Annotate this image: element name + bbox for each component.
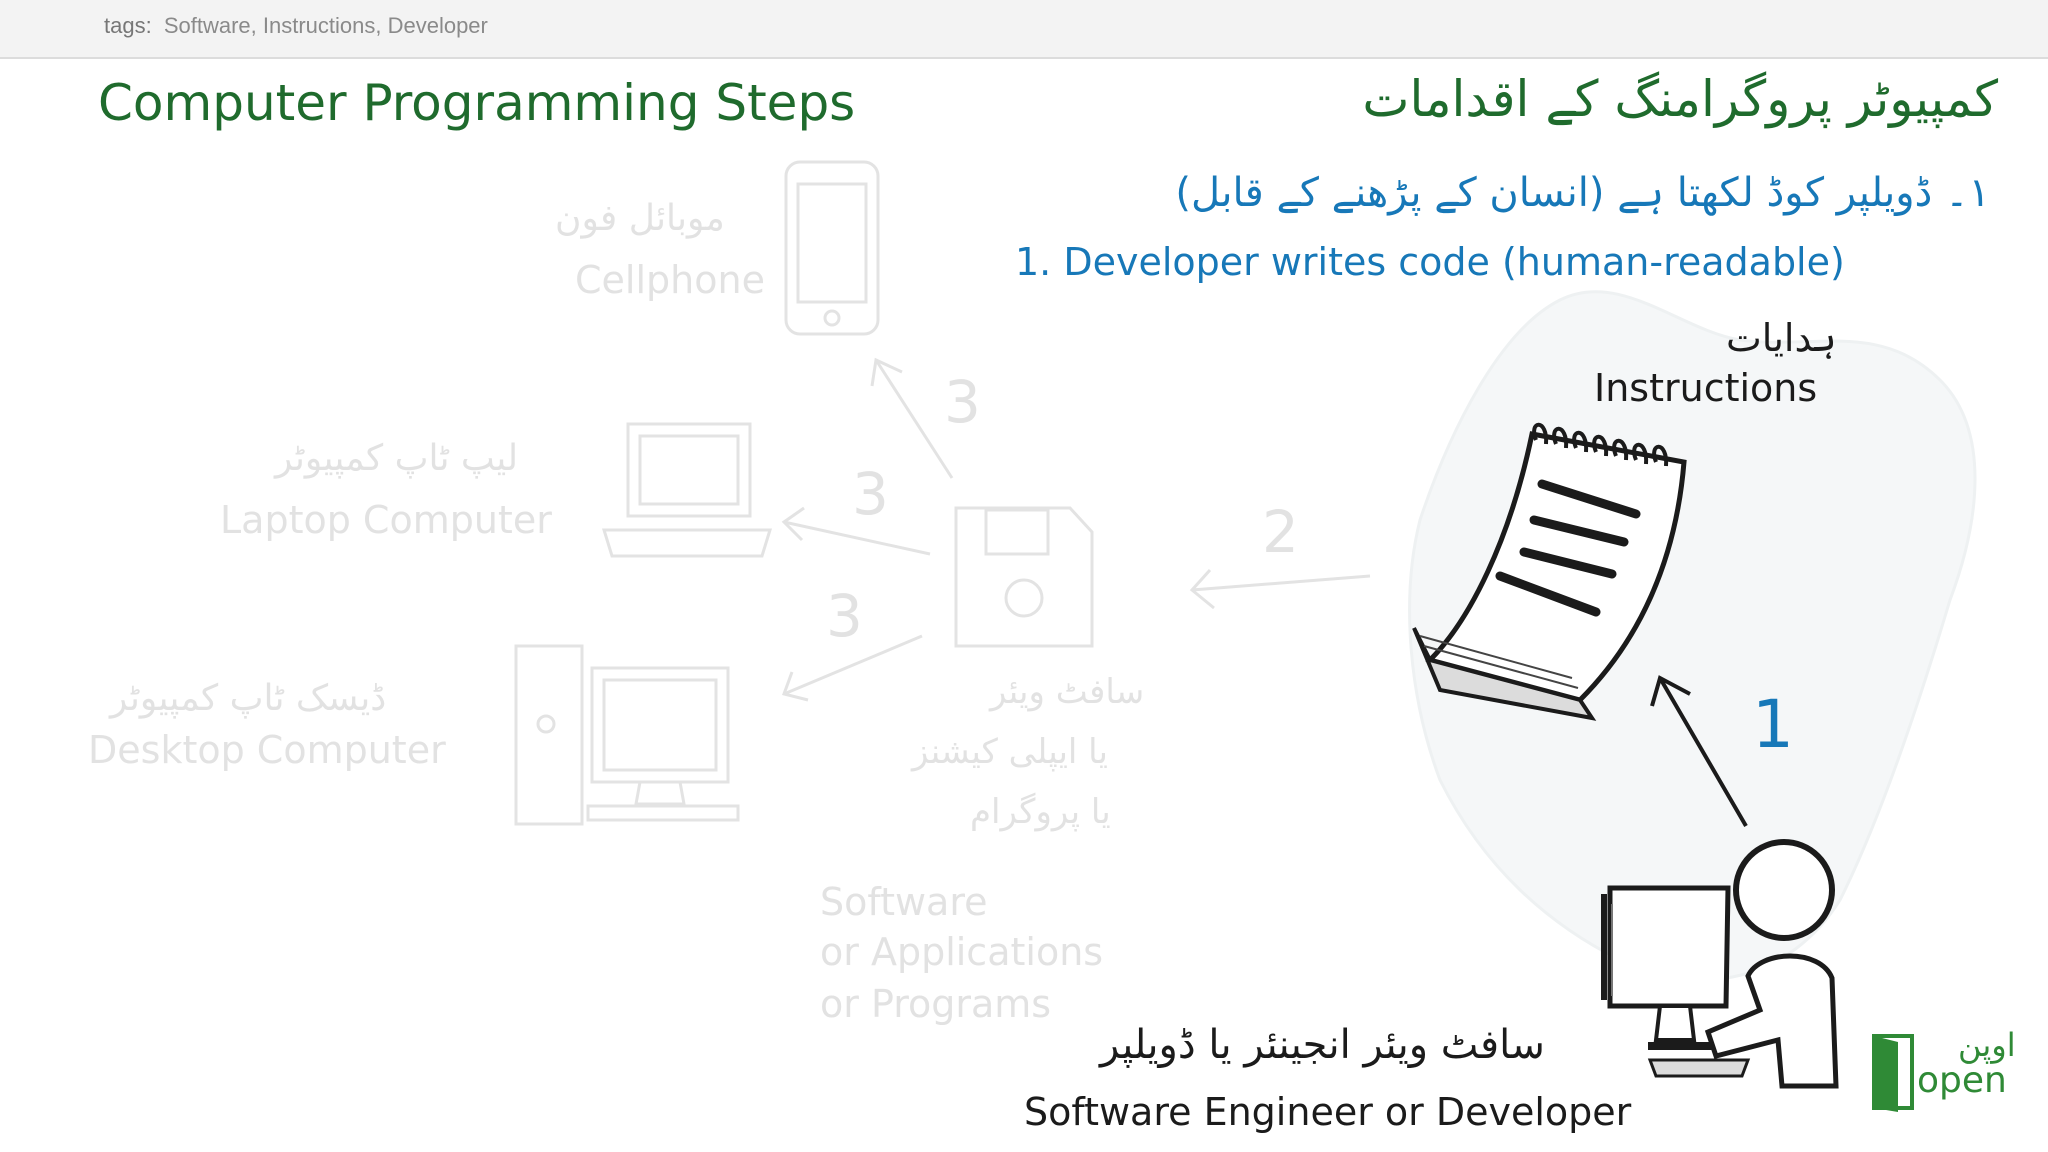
bg-laptop-english: Laptop Computer xyxy=(220,498,552,542)
bg-desktop-english: Desktop Computer xyxy=(88,728,446,772)
bg-step-2: 2 xyxy=(1262,498,1299,566)
bg-software-urdu-1: سافٹ ویئر xyxy=(990,672,1145,712)
open-logo-icon xyxy=(1874,1036,1912,1112)
faded-floppy-disk-icon xyxy=(956,508,1092,646)
bg-software-english-3: or Programs xyxy=(820,982,1052,1026)
bg-step-3-b: 3 xyxy=(852,460,889,528)
bg-cellphone-english: Cellphone xyxy=(575,258,765,302)
bg-software-urdu-2: یا ایپلی کیشنز xyxy=(912,732,1108,772)
bg-software-english-2: or Applications xyxy=(820,930,1104,974)
bg-laptop-urdu: لیپ ٹاپ کمپیوٹر xyxy=(275,438,519,479)
faded-cellphone-icon xyxy=(786,162,878,334)
bg-software-urdu-3: یا پروگرام xyxy=(970,792,1111,832)
bg-cellphone-urdu: موبائل فون xyxy=(555,198,725,239)
bg-desktop-urdu: ڈیسک ٹاپ کمپیوٹر xyxy=(110,678,387,719)
faded-desktop-icon xyxy=(516,646,738,824)
developer-english: Software Engineer or Developer xyxy=(1024,1090,1632,1134)
bg-step-3-c: 3 xyxy=(826,582,863,650)
step-number-1: 1 xyxy=(1752,686,1794,763)
bg-step-3-a: 3 xyxy=(944,368,981,436)
faded-arrows xyxy=(784,360,1370,700)
faded-laptop-icon xyxy=(604,424,770,556)
tags-value: Software, Instructions, Developer xyxy=(163,13,488,38)
tags-label: tags: xyxy=(104,13,152,38)
step1-urdu: ١۔ ڈویلپر کوڈ لکھتا ہے (انسان کے پڑھنے کے قابل) xyxy=(1175,170,1990,216)
step1-english: 1. Developer writes code (human-readable) xyxy=(1015,240,1845,284)
bg-software-english-1: Software xyxy=(820,880,988,924)
logo-open-text: open xyxy=(1917,1060,2007,1101)
title-english: Computer Programming Steps xyxy=(98,74,856,132)
instructions-urdu: ہدایات xyxy=(1726,316,1837,360)
instructions-english: Instructions xyxy=(1594,366,1818,410)
developer-urdu: سافٹ ویئر انجینئر یا ڈویلپر xyxy=(1100,1022,1545,1068)
title-urdu: کمپیوٹر پروگرامنگ کے اقدامات xyxy=(1362,70,1998,128)
logo-urdu: اوپن xyxy=(1958,1026,2016,1064)
